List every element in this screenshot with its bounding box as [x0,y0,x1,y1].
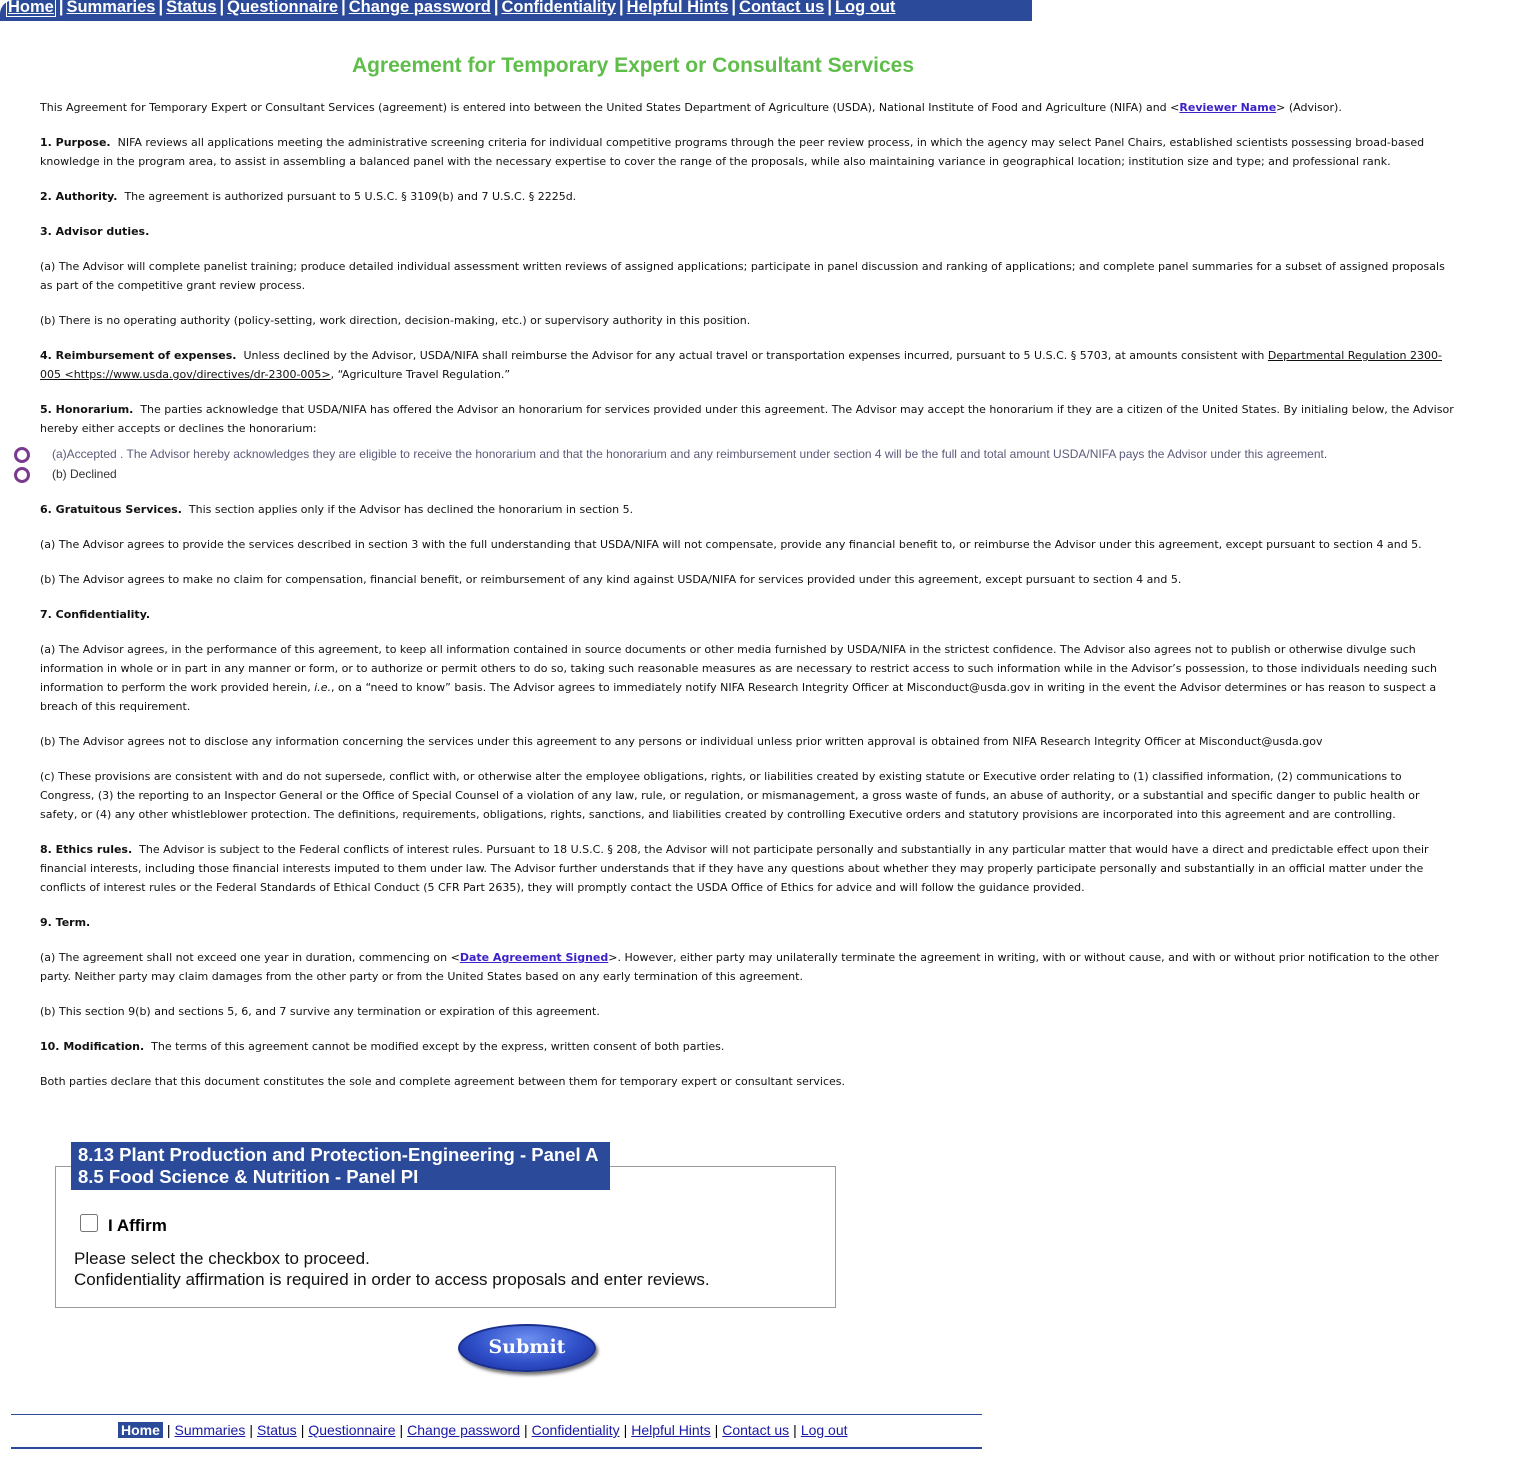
section-heading: 5. Honorarium. [40,403,134,416]
confidentiality-c: (c) These provisions are consistent with and do not supersede, conflict with, or otherwise alter the employee obligations, rights, or liabilities created by existing statute or Executive order relating to (1) classified information, (2) communications to Congress, (3) the reporting to an Inspector General or the Office of Special Counsel of a violation of any law, rule, or regulation, or mismanagement, a gross waste of funds, an abuse of authority, or a substantial and specific danger to public health or safety, or (4) any other whistleblower protection. The definitions, requirements, obligations, rights, sanctions, and liabilities created by controlling Executive orders and statutory provisions are incorporated into this agreement and are controlling. [40,770,1420,821]
section-advisor-duties [40,222,1456,241]
bottom-nav-change-password-link[interactable]: Change password [407,1422,520,1438]
bottom-nav-home-link[interactable]: Home [118,1422,163,1438]
bottom-nav-status-link[interactable]: Status [256,1422,297,1438]
section-heading: 4. Reimbursement of expenses. [40,349,237,362]
panel-name: 8.5 Food Science & Nutrition - Panel PI [78,1166,419,1187]
intro-text: This Agreement for Temporary Expert or Consultant Services (agreement) is entered into between the United States Department of Agriculture (USDA), National Institute of Food and Agriculture (NIFA) and < [40,101,1180,114]
confidentiality-b: (b) The Advisor agrees not to disclose any information concerning the services under this agreement to any persons or individual unless prior written approval is obtained from NIFA Research Integrity Officer at Misconduct@usda.gov [40,735,1323,748]
top-nav-log-out-link[interactable]: Log out [834,0,896,16]
top-nav-home-link[interactable]: Home [6,0,56,17]
section-text: NIFA reviews all applications meeting the administrative screening criteria for individual competitive programs through the peer review process, in which the agency may select Panel Chairs, established scientists possessing broad-based knowledge in the program area, to assist in assembling a balanced panel with the necessary expertise to cover the range of the proposals, while also maintaining variance in geographical location; institution size and type; and professional rank. [40,136,1425,168]
duties-a: (a) The Advisor will complete panelist training; produce detailed individual assessment written reviews of assigned applications; participate in panel discussion and ranking of applications; and complete panel summaries for a subset of assigned proposals as part of the competitive grant review process. [40,260,1445,292]
gratuitous-b: (b) The Advisor agrees to make no claim for compensation, financial benefit, or reimbursement of any kind against USDA/NIFA for services provided under this agreement, except pursuant to section 4 and 5. [40,573,1182,586]
bottom-nav-links [118,1422,848,1438]
term-a-text-end: >. However, either party may unilaterally terminate the agreement in writing, with or without cause, and with or without prior notification to the other party. Neither party may claim damages from the other party or from the United States based on any early termination of this agreement. [40,951,1439,983]
affirm-checkbox[interactable] [80,1214,98,1232]
term-a [40,948,1456,986]
reviewer-name-link[interactable]: Reviewer Name [1179,101,1277,114]
section-ethics-rules [40,840,1456,897]
duties-b: (b) There is no operating authority (policy-setting, work direction, decision-making, etc.) or supervisory authority in this position. [40,314,751,327]
top-nav-links [6,0,895,17]
section-heading: 3. Advisor duties. [40,225,150,238]
top-nav-questionnaire-link[interactable]: Questionnaire [227,0,339,16]
bottom-nav-divider [11,1447,982,1449]
bottom-nav-helpful-hints-link[interactable]: Helpful Hints [631,1422,711,1438]
nav-separator: | [493,0,499,16]
section-heading: 7. Confidentiality. [40,608,151,621]
intro-paragraph [40,98,1456,117]
confidentiality-a [40,640,1456,716]
intro-text-end: > (Advisor). [1276,101,1342,114]
section-term [40,913,1456,932]
agreement-text [40,98,1456,1107]
top-nav-confidentiality-link[interactable]: Confidentiality [501,0,617,16]
accepted-radio[interactable] [14,447,30,463]
page-title: Agreement for Temporary Expert or Consultant Services [351,54,915,77]
section-text: The parties acknowledge that USDA/NIFA has offered the Advisor an honorarium for services provided under this agreement. The Advisor may accept the honorarium if they are a citizen of the United States. By initialing below, the Advisor hereby either accepts or declines the honorarium: [40,403,1454,435]
top-nav-bar [0,0,1032,21]
gratuitous-a: (a) The Advisor agrees to provide the services described in section 3 with the full understanding that USDA/NIFA will not compensate, provide any financial benefit to, or reimburse the Advisor under this agreement, except pursuant to section 4 and 5. [40,538,1422,551]
section-gratuitous-services [40,500,1456,519]
nav-separator: | [341,0,346,16]
nav-separator: | [158,0,164,16]
affirm-label[interactable]: I Affirm [108,1216,167,1235]
nav-separator: | [300,1422,305,1438]
nav-separator: | [249,1422,253,1438]
bottom-nav-log-out-link[interactable]: Log out [800,1422,848,1438]
section-text: Unless declined by the Advisor, USDA/NIFA shall reimburse the Advisor for any actual travel or transportation expenses incurred, pursuant to 5 U.S.C. § 5703, at amounts consistent with [243,349,1265,362]
affirm-instructions [74,1248,710,1290]
section-modification [40,1037,1456,1056]
section-heading: 2. Authority. [40,190,118,203]
section-purpose [40,133,1456,171]
section-heading: 6. Gratuitous Services. [40,503,182,516]
panel-header [71,1142,610,1190]
honorarium-accepted-option[interactable] [26,446,1456,462]
top-nav-status-link[interactable]: Status [166,0,217,16]
nav-separator: | [166,1422,171,1438]
nav-separator: | [827,0,832,16]
confidentiality-a-text-end: , on a “need to know” basis. The Advisor agrees to immediately notify NIFA Research Integrity Officer at Misconduct@usda.gov in writing in the event the Advisor determines or has reason to suspect a breach of this requirement. [40,681,1437,713]
nav-separator: | [623,1422,628,1438]
nav-separator: | [219,0,225,16]
section-text-end: , “Agriculture Travel Regulation.” [330,368,511,381]
travel-regulation-link[interactable]: Departmental Regulation 2300-005 <https://www.usda.gov/directives/dr-2300-005> [40,349,1442,381]
top-nav-contact-us-link[interactable]: Contact us [739,0,825,16]
section-text: This section applies only if the Advisor has declined the honorarium in section 5. [188,503,634,516]
bottom-nav-summaries-link[interactable]: Summaries [174,1422,246,1438]
nav-separator: | [619,0,624,16]
section-text: The terms of this agreement cannot be modified except by the express, written consent of both parties. [151,1040,725,1053]
affirm-row [80,1213,167,1233]
date-agreement-signed-link[interactable]: Date Agreement Signed [459,951,609,964]
instruction-line: Please select the checkbox to proceed. [74,1249,370,1268]
nav-separator: | [731,0,737,16]
section-text: The Advisor is subject to the Federal conflicts of interest rules. Pursuant to 18 U.S.C. § 208, the Advisor will not participate personally and substantially in any particular matter that would have a direct and predictable effect upon their financial interests, including those financial interests imputed to them under law. The Advisor further understands that if they have any questions about whether they may properly participate personally and substantially in an official matter under the conflicts of interest rules or the Federal Standards of Ethical Conduct (5 CFR Part 2635), they will promptly contact the USDA Office of Ethics for advice and will follow the guidance provided. [40,843,1429,894]
section-confidentiality [40,605,1456,624]
section-heading: 1. Purpose. [40,136,111,149]
panel-name: 8.13 Plant Production and Protection-Engineering - Panel A [78,1144,599,1165]
section-heading: 9. Term. [40,916,91,929]
accepted-label: (a)Accepted . The Advisor hereby acknowledges they are eligible to receive the honorarium and that the honorarium and any reimbursement under section 4 will be the full and total amount USDA/NIFA pays the Advisor under this agreement. [52,447,1328,461]
bottom-nav-contact-us-link[interactable]: Contact us [722,1422,790,1438]
nav-separator: | [399,1422,404,1438]
section-honorarium [40,400,1456,438]
section-text: The agreement is authorized pursuant to 5 U.S.C. § 3109(b) and 7 U.S.C. § 2225d. [124,190,577,203]
section-reimbursement [40,346,1456,384]
declined-radio[interactable] [14,467,30,483]
submit-button[interactable]: Submit [458,1324,596,1372]
nav-separator: | [714,1422,719,1438]
bottom-nav-confidentiality-link[interactable]: Confidentiality [531,1422,620,1438]
closing-statement: Both parties declare that this document constitutes the sole and complete agreement between them for temporary expert or consultant services. [40,1075,845,1088]
section-heading: 10. Modification. [40,1040,145,1053]
top-nav-summaries-link[interactable]: Summaries [66,0,156,16]
instruction-line: Confidentiality affirmation is required in order to access proposals and enter reviews. [74,1270,710,1289]
term-a-text: (a) The agreement shall not exceed one year in duration, commencing on < [40,951,460,964]
confidentiality-a-text: (a) The Advisor agrees, in the performance of this agreement, to keep all information contained in source documents or other media furnished by USDA/NIFA in the strictest confidence. The Advisor also agrees not to publish or otherwise divulge such information in whole or in part in any manner or form, or to authorize or permit others to do so, taking such reasonable measures as are necessary to restrict access to such information while in the Advisor’s possession, to those individuals needing such information to perform the work provided herein, [40,643,1438,694]
honorarium-declined-option[interactable] [26,466,1456,482]
nav-separator: | [793,1422,797,1438]
section-heading: 8. Ethics rules. [40,843,133,856]
ie-abbrev: i.e. [314,681,332,694]
top-nav-helpful-hints-link[interactable]: Helpful Hints [626,0,729,16]
declined-label: (b) Declined [52,467,117,481]
nav-separator: | [524,1422,528,1438]
term-b: (b) This section 9(b) and sections 5, 6, and 7 survive any termination or expiration of this agreement. [40,1005,600,1018]
section-authority [40,187,1456,206]
bottom-nav-divider [11,1414,982,1415]
top-nav-change-password-link[interactable]: Change password [348,0,491,16]
bottom-nav-questionnaire-link[interactable]: Questionnaire [308,1422,396,1438]
nav-separator: | [58,0,64,16]
